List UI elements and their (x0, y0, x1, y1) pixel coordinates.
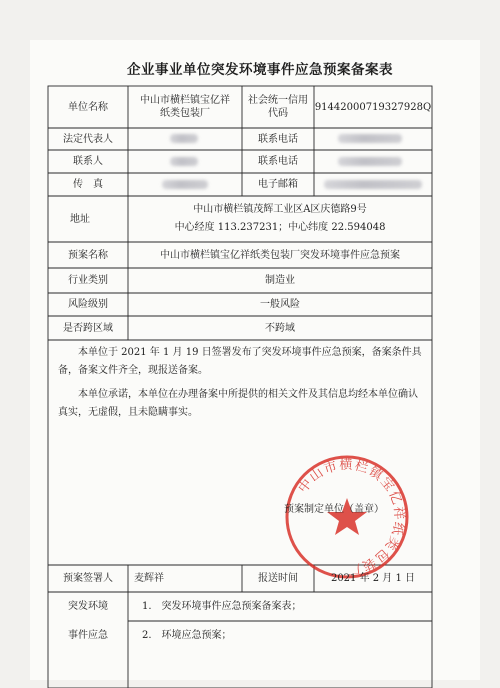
form-title: 企业事业单位突发环境事件应急预案备案表 (127, 62, 393, 78)
unit-name-value (128, 86, 242, 128)
signer-label: 预案签署人 (63, 573, 113, 584)
doc-list-item-1: 1. 突发环境事件应急预案备案表； (142, 601, 302, 612)
submit-time-label: 报送时间 (258, 573, 298, 584)
email-label: 电子邮箱 (258, 179, 298, 190)
unit-name-label: 单位名称 (68, 101, 108, 113)
fax-label: 传 真 (73, 179, 103, 190)
plan-name-label: 预案名称 (68, 249, 108, 261)
industry-value: 制造业 (265, 275, 295, 286)
legal-rep-redacted (170, 134, 198, 143)
filing-statement: 本单位于 2021 年 1 月 19 日签署发布了突发环境事件应急预案，备案条件具备，备案文件齐全，现报送备案。 (58, 347, 422, 376)
doc-list-item-2: 2. 环境应急预案； (142, 629, 232, 641)
unit-name-line1: 中山市横栏镇宝亿祥 (140, 95, 230, 106)
cross-region-label: 是否跨区域 (63, 322, 113, 334)
official-seal (282, 452, 412, 582)
doc-list-label-line1: 突发环境 (68, 601, 108, 612)
credit-code-label-line1: 社会统一信用 (248, 95, 308, 106)
contact-label: 联系人 (73, 156, 103, 167)
credit-code-value: 91442000719327928Q (314, 101, 432, 113)
phone2-label: 联系电话 (258, 156, 298, 167)
phone1-label: 联系电话 (258, 133, 298, 145)
phone2-redacted (338, 157, 402, 166)
submit-time-value: 2021 年 2 月 1 日 (330, 573, 416, 584)
unit-name-line2: 纸类包装厂 (160, 108, 210, 119)
risk-level-label: 风险级别 (68, 299, 108, 310)
seal-caption: 预案制定单位（盖章） (284, 504, 384, 515)
email-redacted (324, 180, 422, 189)
fax-redacted (162, 180, 208, 189)
commitment-statement: 本单位承诺，本单位在办理备案中所提供的相关文件及其信息均经本单位确认真实，无虚假，且未隐瞒事实。 (58, 389, 418, 418)
cross-region-value: 不跨域 (265, 322, 295, 334)
doc-list-label-line2: 事件应急 (68, 629, 108, 641)
signer-value: 麦辉祥 (134, 573, 164, 584)
credit-code-label-line2: 代码 (268, 108, 288, 119)
address-coordinates: 中心经度 113.237231；中心纬度 22.594048 (174, 222, 386, 233)
industry-label: 行业类别 (68, 275, 108, 286)
seal-text: 中山市横栏镇宝亿祥纸类包装厂 (295, 457, 407, 577)
risk-level-value: 一般风险 (260, 299, 300, 310)
address-value (128, 196, 432, 242)
credit-code-label (242, 86, 314, 128)
plan-name-value: 中山市横栏镇宝亿祥纸类包装厂突发环境事件应急预案 (160, 249, 400, 261)
legal-rep-label: 法定代表人 (63, 133, 113, 145)
contact-redacted (170, 157, 198, 166)
address-line1: 中山市横栏镇茂辉工业区A区庆德路9号 (193, 204, 367, 215)
address-label: 地址 (70, 213, 90, 225)
phone1-redacted (338, 134, 402, 143)
